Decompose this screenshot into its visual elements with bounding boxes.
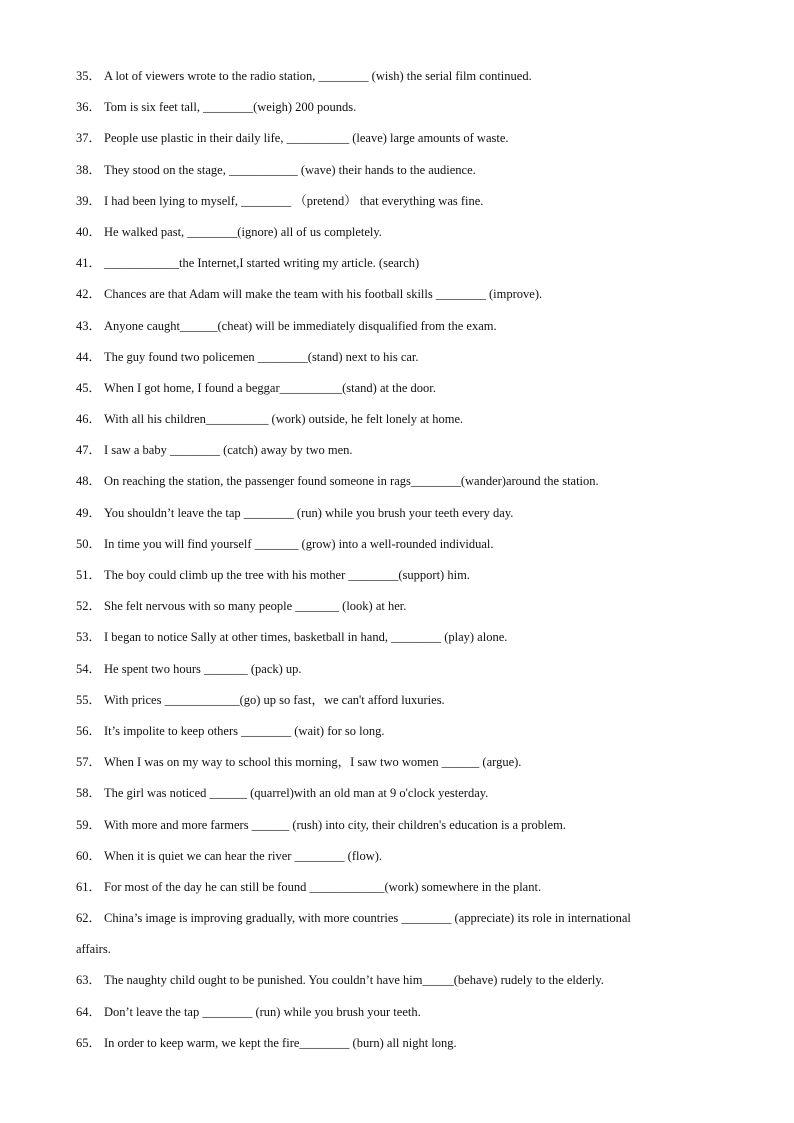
question-46: 46． With all his children__________ (work) outside, he felt lonely at home. xyxy=(76,412,464,427)
question-65: 65． In order to keep warm, we kept the fire________ (burn) all night long. xyxy=(76,1035,457,1050)
question-44: 44． The guy found two policemen ________(stand) next to his car. xyxy=(76,349,419,364)
question-text: He walked past, ________(ignore) all of us completely. xyxy=(104,224,382,239)
question-53: 53． I began to notice Sally at other times, basketball in hand, ________ (play) alone. xyxy=(76,630,508,645)
question-63: 63． The naughty child ought to be punished. You couldn’t have him_____(behave) rudely to the elderly. xyxy=(76,973,604,988)
question-41: 41． ____________the Internet,I started writing my article. (search) xyxy=(76,256,420,271)
question-text: Don’t leave the tap ________ (run) while you brush your teeth. xyxy=(104,1004,421,1019)
question-text: With all his children__________ (work) outside, he felt lonely at home. xyxy=(104,412,464,427)
question-62-continuation: affairs. xyxy=(76,942,111,957)
question-47: 47． I saw a baby ________ (catch) away by two men. xyxy=(76,443,353,458)
question-list xyxy=(76,67,716,1065)
question-58: 58． The girl was noticed ______ (quarrel)with an old man at 9 o'clock yesterday. xyxy=(76,786,489,801)
question-text: I saw a baby ________ (catch) away by two men. xyxy=(104,443,353,458)
question-61: 61． For most of the day he can still be found ____________(work) somewhere in the plant. xyxy=(76,879,542,894)
question-62: 62． China’s image is improving gradually, with more countries ________ (appreciate) its role in international xyxy=(76,911,631,926)
question-50: 50． In time you will find yourself _______ (grow) into a well-rounded individual. xyxy=(76,536,494,551)
question-51: 51． The boy could climb up the tree with his mother ________(support) him. xyxy=(76,568,470,582)
question-text: China’s image is improving gradually, with more countries ________ (appreciate) its role in international xyxy=(104,911,631,926)
question-text: People use plastic in their daily life, __________ (leave) large amounts of waste. xyxy=(104,131,509,146)
question-52: 52． She felt nervous with so many people _______ (look) at her. xyxy=(76,599,407,614)
question-text: The naughty child ought to be punished. You couldn’t have him_____(behave) rudely to the elderly. xyxy=(104,973,604,988)
question-text: With prices ____________(go) up so fast，we can't afford luxuries. xyxy=(104,692,445,707)
question-40: 40． He walked past, ________(ignore) all of us completely. xyxy=(76,224,382,239)
question-text: On reaching the station, the passenger found someone in rags________(wander)around the station. xyxy=(104,474,599,489)
question-text: In order to keep warm, we kept the fire________ (burn) all night long. xyxy=(104,1035,457,1050)
question-text: Chances are that Adam will make the team with his football skills ________ (improve). xyxy=(104,287,543,302)
question-54: 54． He spent two hours _______ (pack) up. xyxy=(76,661,302,676)
question-43: 43． Anyone caught______(cheat) will be immediately disqualified from the exam. xyxy=(76,318,497,333)
question-text: A lot of viewers wrote to the radio station, ________ (wish) the serial film continued. xyxy=(104,69,532,83)
question-text: They stood on the stage, ___________ (wave) their hands to the audience. xyxy=(104,162,476,177)
question-text: He spent two hours _______ (pack) up. xyxy=(104,661,302,676)
question-text: You shouldn’t leave the tap ________ (run) while you brush your teeth every day. xyxy=(104,505,514,520)
question-57: 57． When I was on my way to school this morning，I saw two women ______ (argue). xyxy=(76,755,522,770)
question-56: 56． It’s impolite to keep others ________ (wait) for so long. xyxy=(76,723,385,738)
question-text: The girl was noticed ______ (quarrel)with an old man at 9 o'clock yesterday. xyxy=(104,786,489,801)
question-text: The guy found two policemen ________(stand) next to his car. xyxy=(104,349,419,364)
question-text: The boy could climb up the tree with his mother ________(support) him. xyxy=(104,568,470,582)
question-48: 48． On reaching the station, the passenger found someone in rags________(wander)around the station. xyxy=(76,474,599,489)
question-49: 49． You shouldn’t leave the tap ________ (run) while you brush your teeth every day. xyxy=(76,505,514,520)
question-64: 64． Don’t leave the tap ________ (run) while you brush your teeth. xyxy=(76,1004,421,1019)
question-text: She felt nervous with so many people _______ (look) at her. xyxy=(104,599,407,614)
question-text: Tom is six feet tall, ________(weigh) 200 pounds. xyxy=(104,100,357,115)
question-60: 60． When it is quiet we can hear the river ________ (flow). xyxy=(76,848,383,863)
question-38: 38． They stood on the stage, ___________ (wave) their hands to the audience. xyxy=(76,162,476,177)
question-text: Anyone caught______(cheat) will be immediately disqualified from the exam. xyxy=(104,318,497,333)
question-55: 55． With prices ____________(go) up so fast，we can't afford luxuries. xyxy=(76,692,445,707)
question-text: It’s impolite to keep others ________ (wait) for so long. xyxy=(104,723,385,738)
question-text: With more and more farmers ______ (rush) into city, their children's education is a problem. xyxy=(104,817,566,832)
question-text: When I got home, I found a beggar__________(stand) at the door. xyxy=(104,380,436,395)
question-text: When I was on my way to school this morning，I saw two women ______ (argue). xyxy=(104,755,522,770)
question-42: 42． Chances are that Adam will make the team with his football skills ________ (improve). xyxy=(76,287,543,302)
question-text: ____________the Internet,I started writing my article. (search) xyxy=(104,256,420,271)
question-text: In time you will find yourself _______ (grow) into a well-rounded individual. xyxy=(104,536,494,551)
question-37: 37． People use plastic in their daily life, __________ (leave) large amounts of waste. xyxy=(76,131,509,146)
question-45: 45． When I got home, I found a beggar__________(stand) at the door. xyxy=(76,380,436,395)
question-59: 59． With more and more farmers ______ (rush) into city, their children's education is a problem. xyxy=(76,817,566,832)
question-text: For most of the day he can still be found ____________(work) somewhere in the plant. xyxy=(104,879,542,894)
question-text: I had been lying to myself, ________ （pretend） that everything was fine. xyxy=(104,193,484,208)
question-text: When it is quiet we can hear the river ________ (flow). xyxy=(104,848,383,863)
question-36: 36． Tom is six feet tall, ________(weigh) 200 pounds. xyxy=(76,100,357,115)
question-35: 35． A lot of viewers wrote to the radio station, ________ (wish) the serial film continued. xyxy=(76,69,532,83)
question-39: 39． I had been lying to myself, ________ （pretend） that everything was fine. xyxy=(76,193,484,208)
question-text: I began to notice Sally at other times, basketball in hand, ________ (play) alone. xyxy=(104,630,508,645)
